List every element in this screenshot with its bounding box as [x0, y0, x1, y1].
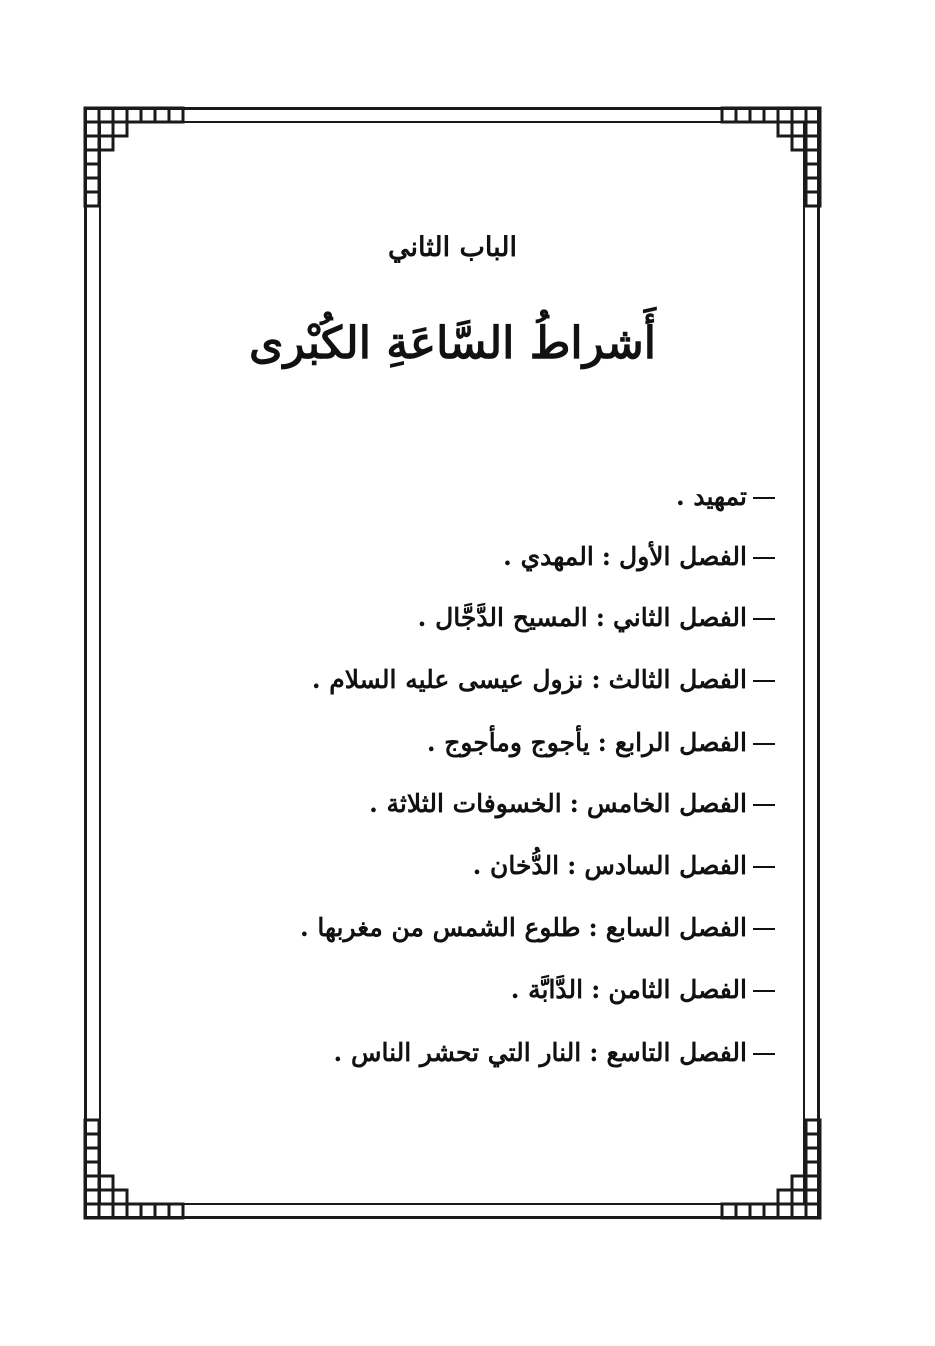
- dash-marker: [753, 477, 775, 499]
- toc-item: [676, 477, 775, 517]
- separator: :: [589, 1038, 599, 1067]
- separator: :: [601, 542, 612, 571]
- dash-marker: [753, 846, 775, 868]
- toc-topic: الدُّخان .: [472, 851, 560, 880]
- toc-topic: طلوع الشمس من مغربها .: [300, 913, 581, 942]
- toc-chapter: الفصل الثالث: [608, 665, 747, 694]
- part-label: الباب الثاني: [387, 232, 518, 263]
- dash-marker: [753, 660, 775, 682]
- dash-marker: [753, 970, 775, 992]
- toc-item: [511, 970, 775, 1010]
- toc-chapter: الفصل الثاني: [612, 603, 747, 632]
- toc-chapter: الفصل الخامس: [586, 789, 747, 818]
- toc-item: [312, 660, 775, 700]
- toc-item: [473, 846, 775, 886]
- toc-topic: يأجوج ومأجوج .: [426, 728, 590, 757]
- dash-marker: [753, 537, 775, 559]
- toc-item: [503, 537, 775, 577]
- separator: :: [567, 851, 577, 880]
- toc-chapter: الفصل الأول: [619, 542, 747, 571]
- part-title: أَشراطُ السَّاعَةِ الكُبْرى: [249, 318, 656, 369]
- toc-item: [418, 598, 775, 638]
- dash-marker: [753, 723, 775, 745]
- toc-topic: المهدي .: [503, 542, 594, 571]
- separator: :: [588, 913, 598, 942]
- toc-chapter: الفصل السابع: [605, 913, 747, 942]
- toc-chapter: الفصل السادس: [584, 851, 747, 880]
- toc-item: [369, 784, 775, 824]
- separator: :: [591, 975, 601, 1004]
- toc-item: [427, 723, 775, 763]
- dash-marker: [753, 784, 775, 806]
- toc-chapter: الفصل التاسع: [606, 1038, 747, 1067]
- toc-topic: نزول عيسى عليه السلام .: [311, 665, 584, 694]
- toc-item: [334, 1033, 775, 1073]
- separator: :: [597, 728, 607, 757]
- separator: :: [595, 603, 605, 632]
- toc-topic: النار التي تحشر الناس .: [333, 1038, 582, 1067]
- toc-chapter: الفصل الثامن: [608, 975, 747, 1004]
- toc-topic: المسيح الدَّجَّال .: [417, 603, 588, 632]
- toc-topic: تمهيد .: [675, 482, 747, 511]
- toc-topic: الخسوفات الثلاثة .: [369, 789, 562, 818]
- dash-marker: [753, 1033, 775, 1055]
- separator: :: [591, 665, 601, 694]
- dash-marker: [753, 598, 775, 620]
- page-content: [110, 0, 795, 1346]
- dash-marker: [753, 908, 775, 930]
- toc-item: [300, 908, 775, 948]
- toc-chapter: الفصل الرابع: [614, 728, 747, 757]
- separator: :: [569, 789, 579, 818]
- toc-topic: الدَّابَّة .: [510, 975, 584, 1004]
